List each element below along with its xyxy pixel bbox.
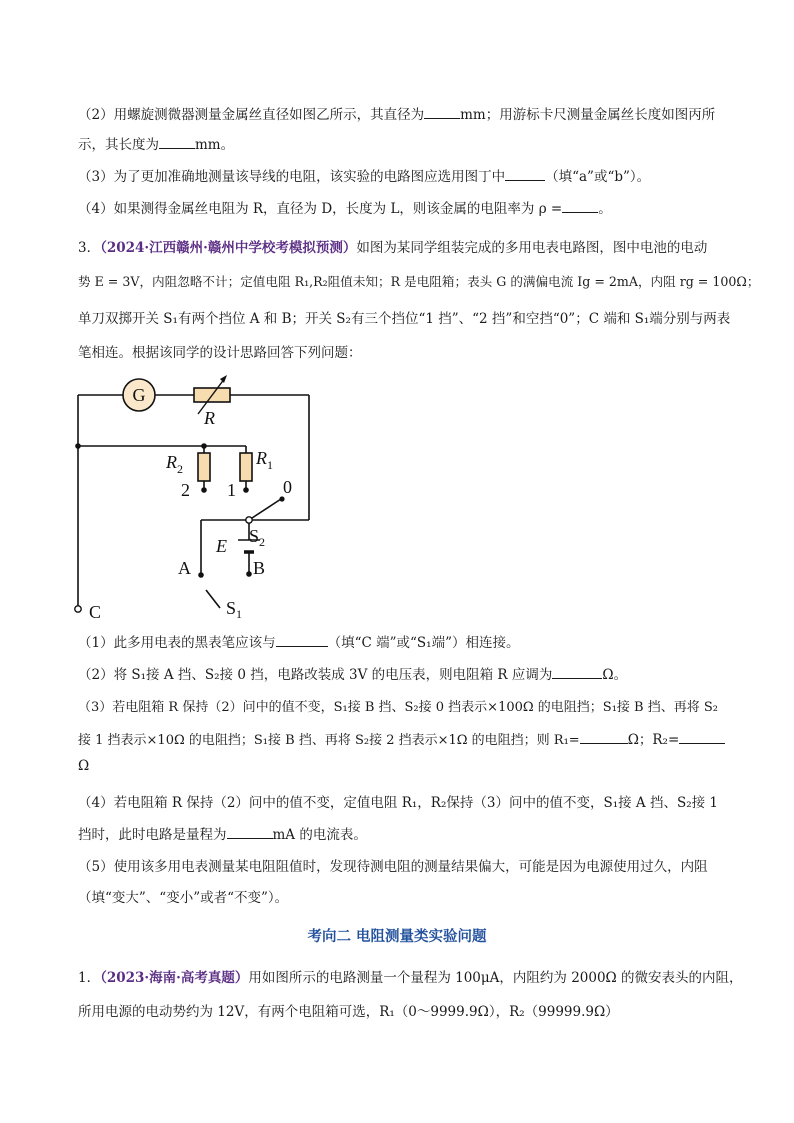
answer-blank[interactable] (424, 105, 460, 120)
text: （3）为了更加准确地测量该导线的电阻，该实验的电路图应选用图丁中 (78, 169, 506, 185)
label-R1: $R_1$ (256, 448, 273, 472)
q3-part5-line1 (78, 855, 738, 875)
q2-part2-line1 (78, 103, 738, 123)
text: （填“变大”、“变小”或者“不变”）。 (78, 890, 289, 906)
text: （4）如果测得金属丝电阻为 R，直径为 D，长度为 L，则该金属的电阻率为 ρ = (78, 201, 563, 217)
answer-blank[interactable] (227, 825, 273, 840)
q3-part5-line2 (78, 886, 738, 906)
text: 所用电源的电动势约为 12V，有两个电阻箱可选，R₁（0～9999.9Ω），R₂（99999.9Ω） (78, 1004, 619, 1020)
resistor-R1 (240, 453, 252, 481)
q1-stem-line1 (78, 966, 743, 986)
question-number: 3． (78, 240, 101, 256)
answer-blank[interactable] (505, 167, 545, 182)
source-tag: （2023·海南·高考真题） (100, 970, 249, 986)
q2-part2-line2 (78, 133, 738, 153)
answer-blank[interactable] (552, 665, 602, 680)
answer-blank[interactable] (159, 135, 195, 150)
text: （4）若电阻箱 R 保持（2）问中的值不变，定值电阻 R₁，R₂保持（3）问中的值不变，S₁接 A 挡、S₂接 1 (78, 795, 718, 811)
text: （1）此多用电表的黑表笔应该与 (78, 635, 276, 651)
label-S1: $S_1$ (226, 598, 243, 621)
q3-part1-line (78, 631, 738, 651)
label-B: B (253, 558, 266, 578)
text: （2）将 S₁接 A 挡、S₂接 0 挡，电路改装成 3V 的电压表，则电阻箱 R 应调为 (78, 667, 553, 683)
text: （填“C 端”或“S₁端”）相连接。 (327, 635, 520, 651)
text: （2）用螺旋测微器测量金属丝直径如图乙所示，其直径为 (78, 107, 425, 123)
arrowhead-icon (220, 375, 227, 383)
text: Ω；R₂= (627, 732, 680, 748)
text: （3）若电阻箱 R 保持（2）问中的值不变，S₁接 B 挡、S₂接 0 挡表示×100Ω 的电阻挡；S₁接 B 挡、再将 S₂ (78, 700, 718, 715)
terminal-dot-2 (201, 487, 207, 493)
label-A: A (178, 558, 191, 578)
text: 挡时，此时电路是量程为 (78, 827, 227, 843)
answer-blank[interactable] (580, 730, 628, 745)
galvanometer-label: G (132, 385, 146, 405)
terminal-dot-A (198, 572, 204, 578)
label-position-1: 1 (227, 480, 236, 500)
label-R: R (204, 408, 215, 428)
text: 示，其长度为 (78, 137, 159, 153)
text: mA 的电流表。 (272, 827, 367, 843)
label-position-2: 2 (181, 480, 190, 500)
q2-part3-line (78, 165, 738, 185)
text: 笔相连。根据该同学的设计思路回答下列问题： (78, 345, 362, 361)
label-position-0: 0 (283, 477, 292, 497)
text: Ω。 (602, 667, 628, 683)
q3-part3-line3 (78, 758, 738, 774)
answer-blank[interactable] (562, 199, 598, 214)
terminal-dot-B (246, 571, 252, 577)
text: Ω (78, 758, 90, 774)
terminal-dot-0 (279, 496, 284, 501)
junction-dot (75, 443, 81, 449)
q3-part3-line1 (78, 696, 738, 715)
q2-part4-line (78, 197, 738, 217)
q3-part4-line2 (78, 823, 738, 843)
text: 。 (598, 201, 612, 217)
q3-stem-line1 (78, 236, 738, 256)
q1-stem-line2 (78, 1000, 738, 1020)
text: （5）使用该多用电表测量某电阻阻值时，发现待测电阻的测量结果偏大，可能是因为电源使用过久，内阻 (78, 859, 708, 875)
text: 如图为某同学组装完成的多用电表电路图，图中电池的电动 (356, 240, 708, 256)
source-tag: （2024·江西赣州·赣州中学校考模拟预测） (100, 240, 357, 256)
label-C: C (89, 602, 102, 622)
answer-blank[interactable] (679, 730, 725, 745)
terminal-C-icon (75, 606, 81, 612)
label-S2: $S_2$ (249, 526, 266, 549)
switch-S2-pivot-icon (246, 517, 252, 523)
q3-stem-line3 (78, 307, 738, 327)
text: mm。 (195, 137, 235, 153)
q3-part2-line (78, 663, 738, 683)
section-heading: 考向二 电阻测量类实验问题 (307, 929, 487, 945)
text: 接 1 挡表示×10Ω 的电阻挡；S₁接 B 挡、再将 S₂接 2 挡表示×1Ω 的电阻挡；则 R₁= (78, 733, 580, 748)
label-E: E (216, 536, 227, 556)
answer-blank[interactable] (276, 633, 328, 648)
text: 用如图所示的电路测量一个量程为 100μA，内阻约为 2000Ω 的微安表头的内阻， (248, 970, 743, 986)
q3-part3-line2 (78, 728, 738, 748)
text: 势 E = 3V，内阻忽略不计；定值电阻 R₁,R₂阻值未知；R 是电阻箱；表头 G 的满偏电流 Ig = 2mA，内阻 rg = 100Ω； (78, 274, 760, 289)
junction-dot (201, 443, 207, 449)
question-number: 1． (78, 970, 101, 986)
text: （填“a”或“b”）。 (545, 169, 651, 185)
text: mm；用游标卡尺测量金属丝长度如图丙所 (460, 107, 716, 123)
resistor-R2 (198, 453, 210, 481)
q3-stem-line2 (78, 271, 760, 290)
q3-part4-line1 (78, 791, 738, 811)
multimeter-circuit-diagram (60, 356, 350, 628)
label-R2: $R_2$ (166, 452, 183, 476)
text: 单刀双掷开关 S₁有两个挡位 A 和 B；开关 S₂有三个挡位“1 挡”、“2 挡”和空挡“0”；C 端和 S₁端分别与两表 (78, 311, 731, 327)
terminal-dot-1 (243, 487, 249, 493)
